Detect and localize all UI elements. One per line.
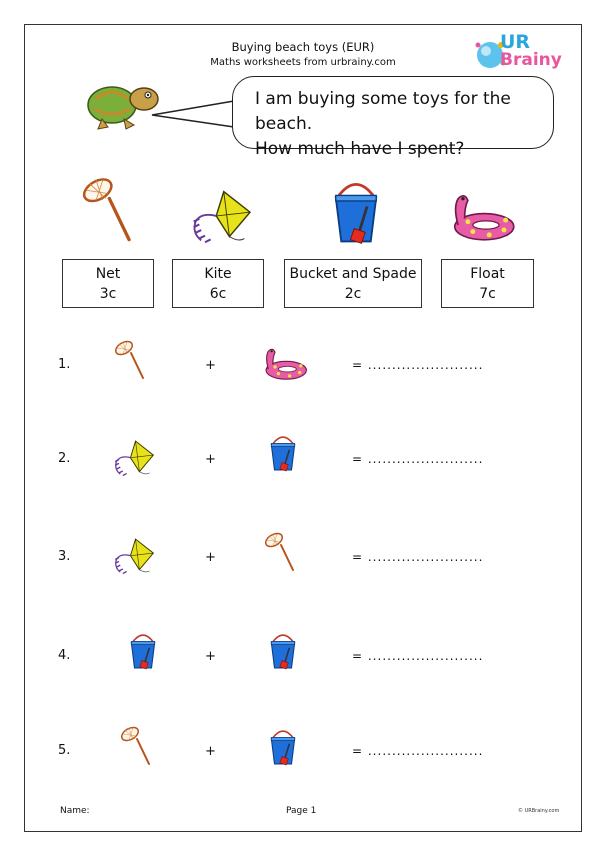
price-box-bucket-and-spade: [284, 259, 422, 308]
worksheet-subtitle: Maths worksheets from urbrainy.com: [210, 57, 396, 68]
bucket-and-spade-icon: [326, 177, 386, 247]
question-number: 1.: [58, 357, 71, 372]
float-icon: [256, 344, 312, 382]
kite-icon: [106, 534, 160, 576]
logo-ur-text: UR: [500, 31, 531, 53]
bucket-and-spade-icon: [266, 432, 300, 474]
page-number: Page 1: [286, 806, 317, 816]
question-number: 2.: [58, 451, 71, 466]
item-name: Net: [95, 266, 121, 282]
item-name: Kite: [204, 266, 232, 282]
price-box-net: [62, 259, 154, 308]
plus-sign: +: [205, 649, 216, 664]
bucket-and-spade-icon: [266, 726, 300, 768]
plus-sign: +: [205, 452, 216, 467]
answer-blank[interactable]: = ........................: [352, 744, 484, 758]
name-label: Name:: [60, 806, 90, 816]
net-icon: [118, 724, 152, 768]
net-icon: [262, 530, 296, 574]
plus-sign: +: [205, 358, 216, 373]
speech-line-2: How much have I spent?: [255, 139, 465, 159]
speech-line-1: I am buying some toys for the beach.: [255, 89, 511, 134]
item-name: Float: [470, 266, 505, 282]
copyright-text: © URBrainy.com: [518, 808, 560, 814]
speech-bubble-tail: [150, 95, 240, 135]
net-icon: [78, 172, 134, 248]
net-icon: [112, 338, 146, 382]
float-icon: [440, 187, 522, 245]
price-box-kite: [172, 259, 264, 308]
item-price: 7c: [479, 286, 496, 302]
item-price: 2c: [344, 286, 362, 302]
plus-sign: +: [205, 744, 216, 759]
bucket-and-spade-icon: [266, 630, 300, 672]
answer-blank[interactable]: = ........................: [352, 358, 484, 372]
kite-icon: [106, 436, 160, 478]
item-price: 3c: [99, 286, 117, 302]
speech-bubble: [232, 76, 554, 159]
price-box-float: [441, 259, 534, 308]
answer-blank[interactable]: = ........................: [352, 649, 484, 663]
logo-brainy-text: Brainy: [500, 50, 562, 70]
question-number: 3.: [58, 549, 71, 564]
question-number: 5.: [58, 743, 71, 758]
worksheet-title: Buying beach toys (EUR): [231, 40, 375, 54]
item-price: 6c: [209, 286, 227, 302]
item-name: Bucket and Spade: [289, 266, 417, 282]
answer-blank[interactable]: = ........................: [352, 550, 484, 564]
answer-blank[interactable]: = ........................: [352, 452, 484, 466]
plus-sign: +: [205, 550, 216, 565]
kite-icon: [180, 184, 260, 246]
bucket-and-spade-icon: [126, 630, 160, 672]
question-number: 4.: [58, 648, 71, 663]
urbrainy-logo: [470, 33, 570, 77]
